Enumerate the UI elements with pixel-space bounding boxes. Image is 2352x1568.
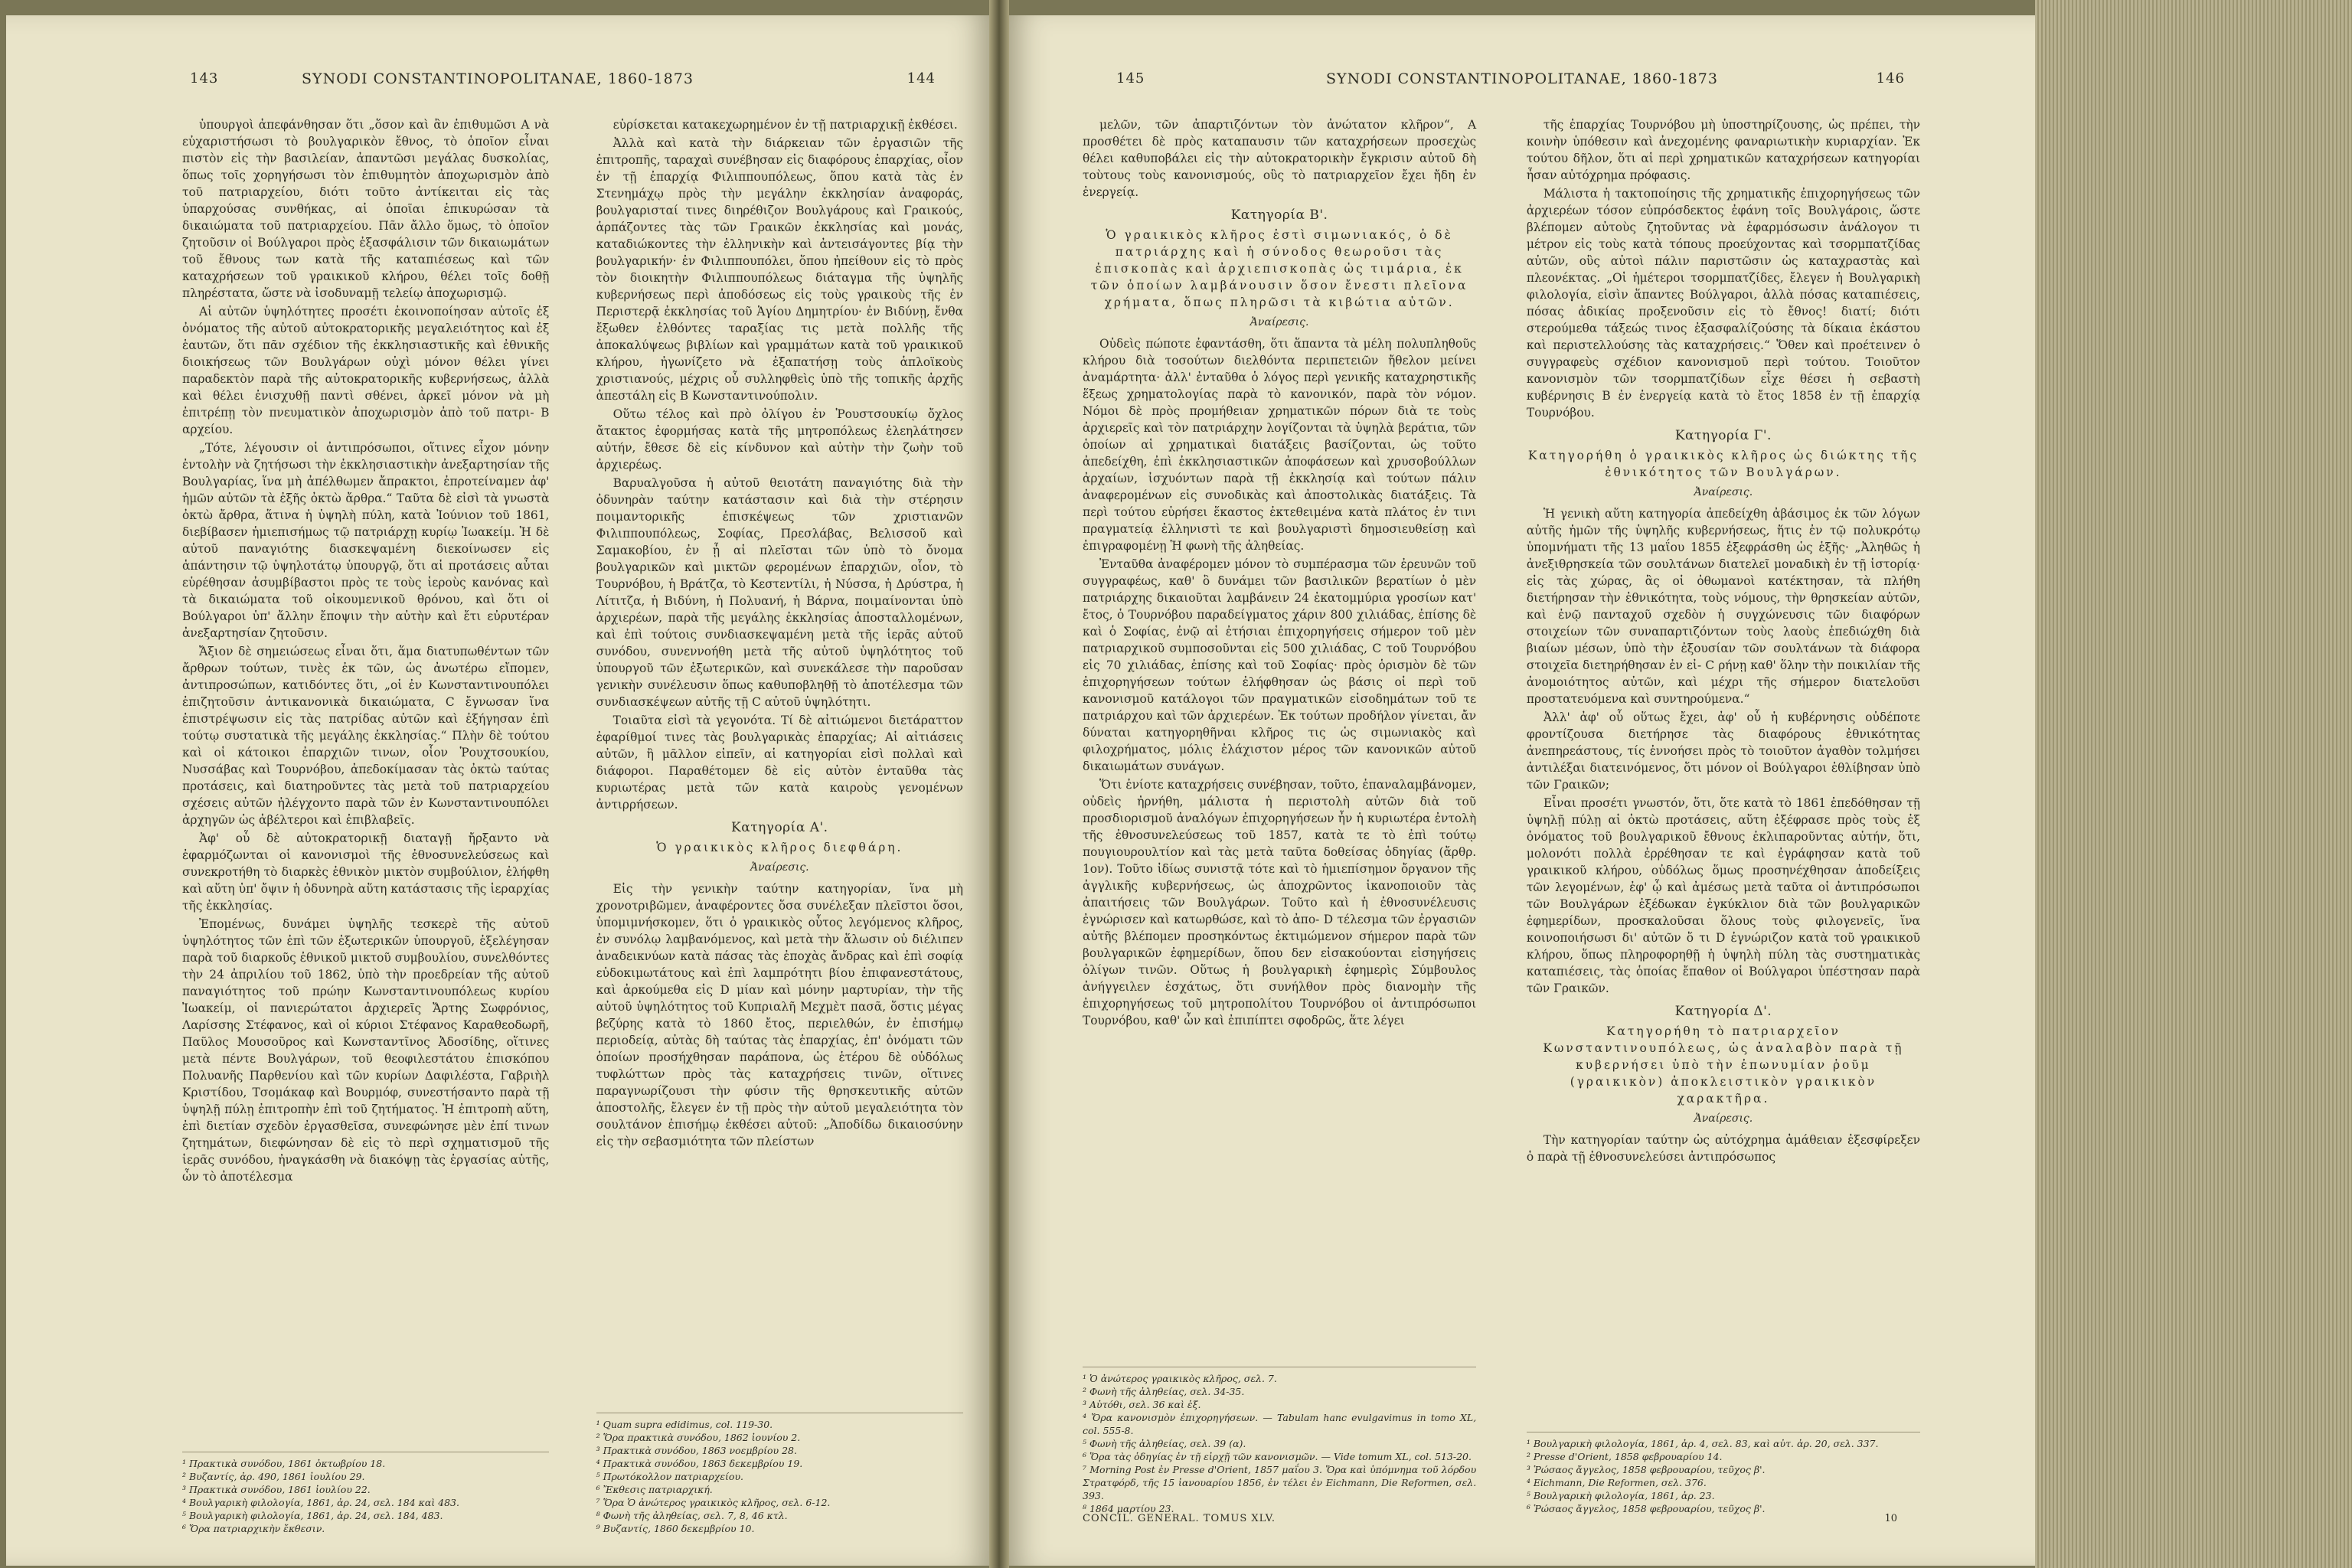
section-heading-c: Κατηγορία Γ'.: [1674, 428, 1772, 443]
paragraph: Ἀφ' οὗ δὲ αὐτοκρατορικῇ διαταγῇ ἤρξαντο νὰ ἐφαρμόζωνται οἱ κανονισμοὶ τῆς ἐθνοσυνελεύσεως καὶ συνεκροτήθη τὸ διαρκὲς ἐθνικὸν μικτὸν συμβούλιον, ἐλήφθη καὶ αὕτη ὑπ' ὄψιν ἡ ὀδυνηρὰ αὕτη κατάστασις τῆς ἱεραρχίας τῆς ἐκκλησίας.: [182, 831, 550, 913]
paragraph: Τοιαῦτα εἰσὶ τὰ γεγονότα. Τί δὲ αἰτιώμενοι διετάραττον ἐφαρίθμοί τινες τὰς βουλγαρικὰς ἐπαρχίας; Αἱ αἰτιάσεις αὐτῶν, ἢ μᾶλλον εἰπεῖν, αἱ κατηγορίαι εἰσὶ πολλαὶ καὶ διάφοροι. Παραθέτομεν δὲ εἰς αὐτὸν ἐνταῦθα τὰς κυριωτέρας μετὰ τῶν κατὰ καιροὺς γενομένων ἀντιρρήσεων.: [596, 714, 963, 812]
paragraph: εὑρίσκεται κατακεχωρημένον ἐν τῇ πατριαρχικῇ ἐκθέσει.: [612, 118, 958, 132]
paragraph: Οὐδεὶς πώποτε ἐφαντάσθη, ὅτι ἅπαντα τὰ μέλη πολυπληθοῦς κλήρου διὰ τοσούτων διελθόντα περιπετειῶν ἤθελον μείνει ἀναμάρτητα· ἀλλ' ἐνταῦθα ὁ λόγος περὶ γενικῆς καταχρηστικῆς ἕξεως χρηματολογίας παρὰ τὸ κανονικόν, παρὰ τὸν νόμον. Νόμοι δὲ πρὸς προμήθειαν χρηματικῶν πόρων διὰ τε τοὺς ἀρχιερεῖς καὶ τὸν πατριάρχην λογίζονται τὰ ὑψηλὰ βεράτια, τῶν ὁποίων αἱ χρηματικαὶ διατάξεις βασίζονται, ὡς τοῦτο ἀπεδείχθη, ἐπὶ ἐκκλησιαστικῶν ἀποφάσεων καὶ χρυσοβούλλων ἀρχαίων, ἰσχυόντων παρὰ τῇ ἐκκλησίᾳ καὶ τούτων πάλιν ἀναφερομένων εἰς συνοδικὰς καὶ ἀποστολικὰς διατάξεις. Τὰ περὶ τούτου εὑρήσει ἕκαστος ἐκτεθειμένα κατὰ πλάτος ἐν τινι πραγματείᾳ ἑλληνιστὶ τε καὶ βουλγαριστὶ δημοσιευθείσῃ καὶ ἐπιγραφομένῃ Ἡ φωνὴ τῆς ἀληθείας.: [1083, 337, 1477, 553]
footnote: ⁷ Ὅρα Ὁ ἀνώτερος γραικικὸς κλῆρος, σελ. 6-12.: [596, 1497, 831, 1508]
accusation-d: Κατηγορήθη τὸ πατριαρχεῖον Κωνσταντινουπόλεως, ὡς ἀναλαβὸν παρὰ τῇ κυβερνήσει ὑπὸ τὴν ἐπωνυμίαν ῥοῦμ (γραικικὸν) ἀποκλειστικὸν γραικικὸν χαρακτῆρα.: [1543, 1024, 1904, 1106]
footnote: ¹ Ὁ ἀνώτερος γραικικὸς κλῆρος, σελ. 7.: [1083, 1373, 1277, 1384]
section-heading-a: Κατηγορία Α'.: [731, 820, 828, 835]
running-head-right: [1032, 70, 2012, 101]
paragraph: Ὅτι ἐνίοτε καταχρήσεις συνέβησαν, τοῦτο, ἐπαναλαμβάνομεν, οὐδεὶς ἠρνήθη, μάλιστα ἡ περιστολὴ αὐτῶν διὰ τοῦ προσδιορισμοῦ ἀναλόγων ἐπιχορηγήσεων ἦν ἡ κυριωτέρα ἐντολὴ τῆς ἐθνοσυνελεύσεως τοῦ 1857, κατὰ τε τὸ ἐπὶ τούτῳ πουγιουρουλτίον καὶ τὰς μετὰ ταῦτα δοθείσας ὁδηγίας (ἄρθρ. 1ον). Τοῦτο ἰδίως συνιστᾷ τότε καὶ τὸ ἡμιεπίσημον ὄργανον τῆς ἀγγλικῆς κυβερνήσεως, ὡς ἀποχρῶντος ἱκανοποιοῦν τὰς ἀπαιτήσεις τῶν Βουλγάρων. Τοῦτο καὶ ἡ ἐθνοσυνέλευσις ἐγνώρισεν καὶ κατωρθώσε, καὶ τὸ ἀπο- D τέλεσμα τῶν ἐργασιῶν αὐτῆς βλέπομεν προσηκόντως ἐκτιμώμενον σήμερον παρὰ τῶν βουλγαρικῶν ἐφημερίδων, ὅπου δεν εἰσακούονται εἰσηγήσεις ὀλίγων τινῶν. Οὕτως ἡ βουλγαρικὴ ἐφημερὶς Σύμβουλος ἀνήγγειλεν ἐσχάτως, ὅτι συνήλθον πρὸς διανομὴν τῆς ἐπιχορηγήσεως τοῦ μητροπολίτου Τουρνόβου οἱ ἀντιπρόσωποι Τουρνόβου, καθ' ὧν καὶ ἐπιπίπτει σφοδρῶς, ἅτε λέγει: [1083, 778, 1477, 1027]
footnotes-144: [596, 1413, 963, 1535]
paragraph: Ἐπομένως, δυνάμει ὑψηλῆς τεσκερὲ τῆς αὐτοῦ ὑψηλότητος τῶν ἐπὶ τῶν ἐξωτερικῶν ὑπουργοῦ, ἐξελέγησαν παρὰ τοῦ διαρκοῦς ἐθνικοῦ μικτοῦ συμβουλίου, συνελθόντες τὴν 24 ἀπριλίου τοῦ 1862, ὑπὸ τὴν προεδρείαν τῆς αὐτοῦ παναγιότητος τοῦ πρώην Κωνσταντινουπόλεως κυρίου Ἰωακείμ, οἱ πανιερώτατοι ἀρχιερεῖς Ἄρτης Σωφρόνιος, Λαρίσσης Στέφανος, καὶ οἱ κύριοι Στέφανος Καραθεοδωρῆ, Παῦλος Μουσοῦρος καὶ Κωνσταντῖνος Ἀδοσίδης, οἵτινες μετὰ πέντε Βουλγάρων, τοῦ θεοφιλεστάτου ἐπισκόπου Πολυανῆς Παρθενίου καὶ τῶν κυρίων Δαφιλέστα, Γαβριὴλ Κριστίδου, Τσομάκαφ καὶ Βουρμόφ, συνεστήσαντο παρὰ τῇ ὑψηλῇ πύλῃ ἐπιτροπὴν ἐπὶ τοῦ ζητήματος. Ἡ ἐπιτροπὴ αὕτη, ἐπὶ διετίαν σχεδὸν ἐργασθεῖσα, συνεφώνησε μὲν ἐπί τινων ζητημάτων, διεφώνησαν δὲ εἰς τὸ περὶ σχηματισμοῦ τῆς ἱερᾶς συνόδου, ἠναγκάσθη νὰ διακόψῃ τὰς ἐργασίας αὐτῆς, ὧν τὸ ἀποτέλεσμα: [182, 917, 550, 1184]
left-page: [6, 15, 989, 1566]
paragraph: Ἐνταῦθα ἀναφέρομεν μόνον τὸ συμπέρασμα τῶν ἐρευνῶν τοῦ συγγραφέως, καθ' ὃ δυνάμει τῶν βασιλικῶν βερατίων ὁ μὲν πατριάρχης δικαιοῦται λαμβάνειν 24 ἑκατομμύρια γροσίων κατ' ἔτος, ὁ Τουρνόβου παραδείγματος χάριν 800 χιλιάδας, ἐπίσης δὲ καὶ ὁ Σοφίας, ἐνῷ αἱ ἐτήσιαι ἐπιχορηγήσεις σήμερον τοῦ μὲν πατριαρχικοῦ συμποσοῦνται εἰς 500 χιλιάδας, C τοῦ Τουρνόβου εἰς 70 χιλιάδας, ἐπίσης καὶ τοῦ Σοφίας· πρὸς ὁρισμὸν δὲ τῶν ἐπιχορηγήσεων τούτων ἐλήφθησαν ὡς βάσις οἱ περὶ τοῦ κανονισμοῦ κατάλογοι τῶν πραγματικῶν εἰσοδημάτων τοῦ τε πατριάρχου καὶ τῶν ἀρχιερέων. Ἐκ τούτων προδήλον γίνεται, ἄν δύναται κατηγορηθῆναι κλῆρος τις ὡς σιμωνιακὸς καὶ φιλοχρήματος, μόλις ἐλάχιστον μέρος τῶν κανονικῶν αὐτοῦ δικαιωμάτων συνάγων.: [1083, 557, 1477, 773]
footnotes-143: [182, 1452, 549, 1535]
footnote: ⁶ Ὅρα πατριαρχικὴν ἔκθεσιν.: [182, 1523, 325, 1534]
running-title: SYNODI CONSTANTINOPOLITANAE, 1860-1873: [302, 70, 694, 87]
accusation-b: Ὁ γραικικὸς κλῆρος ἐστὶ σιμωνιακός, ὁ δὲ πατριάρχης καὶ ἡ σύνοδος θεωροῦσι τὰς ἐπισκοπὰς καὶ ἀρχιεπισκοπὰς ὡς τιμάρια, ἐκ τῶν ὁποίων λαμβάνουσιν ὅσον ἔνεστι πλεῖονα χρήματα, ὅπως πληρῶσι τὰ κιβώτια αὐτῶν.: [1090, 228, 1468, 309]
footnote: ⁶ Ἔκθεσις πατριαρχική.: [596, 1484, 713, 1495]
footnote: ⁴ Βουλγαρικὴ φιλολογία, 1861, ἀρ. 24, σελ. 184 καὶ 483.: [182, 1497, 459, 1508]
paragraph: τῆς ἐπαρχίας Τουρνόβου μὴ ὑποστηρίζουσης, ὡς πρέπει, τὴν κοινὴν ὑπόθεσιν καὶ ἀνεχομένης φαναριωτικὴν κυριαρχίαν. Ἐκ τούτου δῆλον, ὅτι αἱ περὶ χρηματικῶν καταχρήσεων κατηγορίαι ἦσαν αὐτόχρημα πρόφασις.: [1526, 118, 1920, 182]
footnote: ³ Πρακτικὰ συνόδου, 1863 νοεμβρίου 28.: [596, 1445, 797, 1456]
footnote: ¹ Βουλγαρικὴ φιλολογία, 1861, ἀρ. 4, σελ. 83, καὶ αὐτ. ἀρ. 20, σελ. 337.: [1526, 1438, 1879, 1449]
footnotes-145: [1083, 1367, 1476, 1515]
paragraph: Βαρυαλγοῦσα ἡ αὐτοῦ θειοτάτη παναγιότης διὰ τὴν ὀδυνηρὰν ταύτην κατάστασιν καὶ διὰ τὴν στέρησιν ποιμαντορικῆς ἐπισκέψεως τῶν χριστιανῶν Φιλιππουπόλεως, Σοφίας, Πρεσλάβας, Βελισσοῦ καὶ Σαμακοβίου, ἐν ᾗ αἱ πλεῖσται τῶν ὑπὸ τὸ ὄνομα βουλγαρικῶν καὶ μικτῶν φερομένων ἐπαρχιῶν, οἷον, τὸ Τουρνόβου, ἡ Βράτζα, τὸ Κεστεντίλι, ἡ Νύσσα, ἡ Δρύστρα, ἡ Λίτιτζα, ἡ Βιδύνη, ἡ Πολυανή, ἡ Βάρνα, ποιμαίνονται ὑπὸ ἀρχιερέων, παρὰ τῆς μεγάλης ἐκκλησίας ἀποσταλλομένων, καὶ ἐπὶ τούτοις συνδιασκεψαμένη μετὰ τῆς ἱερᾶς αὐτοῦ συνόδου, συνεννοήθη μετὰ τῆς αὐτοῦ ὑψηλότητος τοῦ ὑπουργοῦ τῶν ἐξωτερικῶν, καὶ συνεκάλεσε τὴν παροῦσαν γενικὴν συνέλευσιν ὅπως καθυποβληθῇ τὸ ἀποτέλεσμα τῶν συνδιασκέψεων αὐτῆς τῇ C αὐτοῦ ὑψηλότητι.: [596, 476, 963, 709]
footnote: ⁵ Βουλγαρικὴ φιλολογία, 1861, ἀρ. 23.: [1526, 1490, 1715, 1501]
footnotes-146: [1527, 1432, 1920, 1515]
footnote: ⁷ Morning Post ἐν Presse d'Orient, 1857 μαΐου 3. Ὅρα καὶ ὑπόμνημα τοῦ λόρδου Στρατφόρδ, τῆς 15 ἰανουαρίου 1856, ἐν τέλει ἐν Eichmann, Die Reformen, σελ. 393.: [1083, 1464, 1477, 1501]
footnote: ⁹ Βυζαντίς, 1860 δεκεμβρίου 10.: [596, 1523, 755, 1534]
paragraph: Ἄξιον δὲ σημειώσεως εἶναι ὅτι, ἅμα διατυπωθέντων τῶν ἄρθρων τούτων, τινὲς ἐκ τῶν, ὡς ἀνωτέρω εἴπομεν, ἀντιπροσώπων, κατιδόντες ὅτι, „οἱ ἐν Κωνσταντινουπόλει ἐπιζητοῦσιν ἀντικανονικὰ δικαιώματα, C ἔγνωσαν ἵνα ἐπιστρέψωσιν εἰς τὰς πατρίδας αὐτῶν καὶ ἐξήγησαν ἐπὶ τούτῳ συστατικὰ τῆς μεγάλης ἐκκλησίας.“ Πλὴν δὲ τούτου καὶ οἱ κάτοικοι ἐπαρχιῶν τινων, οἷον Ῥουχτσουκίου, Νυσσάβας καὶ Τουρνόβου, ἀπεδοκίμασαν τὰς ὀκτὼ ταύτας προτάσεις, καὶ διατηροῦντες τὰς μετὰ τοῦ πατριαρχείου σχέσεις αὐτῶν ἠλέγχοντο παρὰ τῶν ἐν Κωνσταντινουπόλει ἀρχηγῶν ὡς ἀβέλτεροι καὶ ἐπιβλαβεῖς.: [182, 645, 550, 827]
footnote: ⁴ Ὅρα κανονισμὸν ἐπιχορηγήσεων. — Tabulam hanc evulgavimus in tomo XL, col. 555-8.: [1083, 1412, 1477, 1436]
right-page: [1009, 15, 2035, 1566]
paragraph: Εἰς τὴν γενικὴν ταύτην κατηγορίαν, ἵνα μὴ χρονοτριβῶμεν, ἀναφέροντες ὅσα συνέλεξαν πλεῖστοι ὅσοι, ὑπομιμνήσκομεν, ὅτι ὁ γραικικὸς οὗτος λεγόμενος κλῆρος, ἐν συνόλῳ λαμβανόμενος, καὶ μετὰ τὴν ἅλωσιν οὐ διέλιπεν ἀναδεικνύων κατὰ πάσας τὰς ἐποχὰς ἄνδρας καὶ ἐπὶ σοφίᾳ εὐδοκιμωτάτους καὶ ἐπὶ λαμπρότητι βίου ἐπιφανεστάτους, καὶ ἀρκούμεθα εἰς D μίαν καὶ μόνην μαρτυρίαν, τὴν τῆς αὐτοῦ ὑψηλότητος τοῦ Κυπριαλῆ Μεχμὲτ πασᾶ, ὅστις μέγας βεζύρης κατὰ τὸ 1860 ἔτος, περιελθών, ἐν ἐπισήμῳ περιοδείᾳ, αὐτὰς δὴ ταύτας τὰς ἐπαρχίας, ἐπ' ὀνόματι τῶν ὁποίων προσήχθησαν παράπονα, ὡς ἑτέρου δὲ οὐδόλως τυφλώττων πρὸς τὰς καταχρήσεις τινῶν, οἵτινες παραγνωρίζουσι τὴν φύσιν τῆς θρησκευτικῆς αὐτῶν ἀποστολῆς, ἔλεγεν ἐν τῇ πρὸς τὴν αὐτοῦ μεγαλειότητα τὸν σουλτάνον ἐπισήμῳ ἐκθέσει αὐτοῦ: „Ἀποδίδω δικαιοσύνην εἰς τὴν σεβασμιότητα τῶν πλείστων: [596, 882, 963, 1148]
page-number-146: 146: [1876, 70, 1905, 87]
refutation-label-b: Ἀναίρεσις.: [1250, 316, 1309, 328]
running-head-left: [29, 70, 966, 101]
footnote: ¹ Πρακτικὰ συνόδου, 1861 ὀκτωβρίου 18.: [182, 1458, 386, 1469]
paragraph: Εἶναι προσέτι γνωστόν, ὅτι, ὅτε κατὰ τὸ 1861 ἐπεδόθησαν τῇ ὑψηλῇ πύλῃ αἱ ὀκτὼ προτάσεις, αὕτη ἐξέφρασε πρὸς τοὺς ἐξ ὀνόματος τοῦ βουλγαρικοῦ ἔθνους ἐκλιπαροῦντας αὐτήν, ὅτι, μολονότι πολλὰ ἐρρέθησαν τε καὶ ἐγράφησαν κατὰ τοῦ γραικικοῦ κλήρου, οὐδόλως ὅμως προσηνέχθησαν ἀποδείξεις τῶν λεγομένων, ἐφ' ᾧ καὶ ἀμέσως μετὰ ταῦτα οἱ ἀντιπρόσωποι τῶν Βουλγάρων ἐξέδωκαν ἐγκύκλιον διὰ τῶν βουλγαρικῶν ἐφημερίδων, προσκαλοῦσαι ὅλους τοὺς φιλογενεῖς, ἵνα κοινοποιήσωσι δι' αὐτῶν ὅ τι D ἐγνώριζον κατὰ τοῦ γραικικοῦ κλήρου, ὅπως πληροφορηθῇ ἡ ὑψηλὴ πύλη τὰς συστηματικὰς καταπιέσεις, τὰς ὁποίας ἔπαθον οἱ Βούλγαροι ὑπέστησαν παρὰ τῶν Γραικῶν.: [1526, 796, 1920, 995]
page-edges: [2035, 0, 2352, 1568]
footnote: ⁸ Φωνὴ τῆς ἀληθείας, σελ. 7, 8, 46 κτλ.: [596, 1510, 788, 1521]
column-143: [182, 116, 549, 1535]
footnote: ⁵ Φωνὴ τῆς ἀληθείας, σελ. 39 (α).: [1083, 1438, 1246, 1449]
book-gutter: [989, 0, 1009, 1568]
footnote: ³ Αὐτόθι, σελ. 36 καὶ ἑξ.: [1083, 1399, 1201, 1410]
paragraph: Ἀλλ' ἀφ' οὗ οὕτως ἔχει, ἀφ' οὗ ἡ κυβέρνησις οὐδέποτε φροντίζουσα διετήρησε τὰς διαφόρους ἐθνικότητας ἀνεπηρεάστους, τίς ἐννοήσει πρὸς τὸ τοιοῦτον ἀγαθὸν τολμήσει ἀντιλέξαι διατεινόμενος, ὅτι μόνον οἱ Βούλγαροι ἐθλίβησαν ὑπὸ τῶν Γραικῶν;: [1526, 710, 1920, 792]
footnote: ² Φωνὴ τῆς ἀληθείας, σελ. 34-35.: [1083, 1386, 1245, 1397]
footnote: ³ Ῥώσαος ἄγγελος, 1858 φεβρουαρίου, τεῦχος β'.: [1526, 1464, 1766, 1475]
paragraph: Οὕτω τέλος καὶ πρὸ ὀλίγου ἐν Ῥουστσουκίῳ ὄχλος ἄτακτος ἐφορμήσας κατὰ τῆς μητροπόλεως ἐλεηλάτησεν αὐτήν, ἔθεσε δὲ εἰς κίνδυνον καὶ αὐτὴν τὴν ζωὴν τοῦ ἀρχιερέως.: [596, 407, 963, 472]
paragraph: „Τότε, λέγουσιν οἱ ἀντιπρόσωποι, οἵτινες εἶχον μόνην ἐντολὴν νὰ ζητήσωσι τὴν ἐκκλησιαστικὴν ἀνεξαρτησίαν τῆς Βουλγαρίας, ἵνα μὴ ἀπέλθωμεν ἄπρακτοι, ἐπροτείναμεν ἀφ' ἡμῶν αὐτῶν τὰ ἐξῆς ὀκτὼ ἄρθρα.“ Ταῦτα δὲ εἰσὶ τὰ γνωστὰ ὀκτὼ ἄρθρα, ἅτινα ἡ ὑψηλὴ πύλη, κατὰ Ἰούνιον τοῦ 1861, διεβίβασεν ἡμιεπισήμως τῷ πατριάρχῃ κυρίῳ Ἰωακείμ. Ἡ δὲ αὐτοῦ παναγιότης διασκεψαμένη διεκοίνωσεν εἰς ἁπάντησιν τῷ ὑψηλοτάτῳ ὑπουργῷ, ὅτι αἱ προτάσεις αὗται εὑρέθησαν ἀσυμβίβαστοι πρὸς τε τοὺς ἱεροὺς κανόνας καὶ τὰ δικαιώματα τοῦ οἰκουμενικοῦ θρόνου, καὶ ὅτι οἱ Βούλγαροι ὑπ' ἄλλην ἔποψιν τὴν αὐτὴν καὶ ἔτι εὐρυτέραν ἀνεξαρτησίαν ζητοῦσιν.: [182, 441, 550, 640]
signature-number: 10: [1884, 1513, 1897, 1524]
section-heading-d: Κατηγορία Δ'.: [1674, 1004, 1772, 1019]
footnote: ⁴ Eichmann, Die Reformen, σελ. 376.: [1526, 1477, 1707, 1488]
footnote: ⁴ Πρακτικὰ συνόδου, 1863 δεκεμβρίου 19.: [596, 1458, 803, 1469]
footnote: ⁶ Ὅρα τὰς ὁδηγίας ἐν τῇ εἰρχῇ τῶν κανονισμῶν. — Vide tomum XL, col. 513-20.: [1083, 1451, 1472, 1462]
footnote: ⁸ 1864 μαρτίου 23.: [1083, 1503, 1174, 1514]
refutation-label-a: Ἀναίρεσις.: [750, 861, 809, 874]
section-heading-b: Κατηγορία Β'.: [1230, 207, 1328, 223]
accusation-a: Ὁ γραικικὸς κλῆρος διεφθάρη.: [656, 841, 903, 854]
footnote: ¹ Quam supra edidimus, col. 119-30.: [596, 1419, 773, 1430]
paragraph: Ἀλλὰ καὶ κατὰ τὴν διάρκειαν τῶν ἐργασιῶν τῆς ἐπιτροπῆς, ταραχαὶ συνέβησαν εἰς διαφόρους ἐπαρχίας, οἷον ἐν τῇ ἐπαρχίᾳ Φιλιππουπόλεως, ὅπου κατὰ τὰς ἐν Στενημάχῳ πρὸς τὴν μεγάλην ἐκκλησίαν ἀναφοράς, βουλγαρισταί τινες διηρέθιζον Βουλγάρους καὶ Γραικούς, ἁρπάζοντες τὰς τῶν Γραικῶν ἐκκλησίας καὶ μονάς, καταδιώκοντες τὴν ἑλληνικὴν καὶ ἀντεισάγοντες βίᾳ τὴν βουλγαρικήν· ἐν Φιλιππουπόλει, ὅπου ἠπείθουν εἰς τὸ πρὸς τὸν διοικητὴν Φιλιππουπόλεως διάταγμα τῆς ὑψηλῆς κυβερνήσεως περὶ ἀποδόσεως εἰς τοὺς γραικοὺς τῆς ἐν Περιστερᾷ ἐκκλησίας τοῦ Ἁγίου Δημητρίου· ἐν Βιδύνῃ, ἔνθα ἔξωθεν ἐλθόντες ταραξίας τις μετὰ πολλῆς τῆς ἀποκαλύψεως βιβλίων καὶ γραμμάτων κατὰ τοῦ γραικικοῦ κλήρου, ἠγωνίζετο νὰ ἐξαπατήσῃ τοὺς ἁπλοϊκοὺς χριστιανούς, μέχρις οὗ συλληφθεὶς ὑπὸ τῆς τοπικῆς ἀρχῆς ἀπεστάλη εἰς B Κωνσταντινούπολιν.: [596, 136, 963, 403]
refutation-label-d: Ἀναίρεσις.: [1694, 1112, 1753, 1125]
footnote: ³ Πρακτικὰ συνόδου, 1861 ἰουλίου 22.: [182, 1484, 371, 1495]
footnote: ⁶ Ῥώσαος ἄγγελος, 1858 φεβρουαρίου, τεῦχος β'.: [1526, 1503, 1766, 1514]
paragraph: Αἱ αὐτῶν ὑψηλότητες προσέτι ἐκοινοποίησαν αὐτοῖς ἐξ ὀνόματος τῆς αὐτοῦ αὐτοκρατορικῆς μεγαλειότητος καὶ ἐξ ἑαυτῶν, ὅτι πᾶν σχέδιον τῆς ἐκκλησιαστικῆς καὶ ἐθνικῆς διοικήσεως τῶν Βουλγάρων οὐχὶ μόνον θέλει γίνει παραδεκτὸν παρὰ τῆς αὐτοκρατορικῆς κυβερνήσεως, ἀλλὰ καὶ θέλει ἐνισχυθῇ παντὶ σθένει, ἀρκεῖ μόνον νὰ μὴ ἐπιτρέπῃ τὸν πνευματικὸν ἀποχωρισμὸν ἀπὸ τοῦ πατρι- B αρχείου.: [182, 305, 550, 436]
paragraph: Μάλιστα ἡ τακτοποίησις τῆς χρηματικῆς ἐπιχορηγήσεως τῶν ἀρχιερέων τόσον εὐπρόσδεκτος ἐφάνη τοῖς Βουλγάροις, ὥστε βλέπομεν αὐτοὺς ζητοῦντας νὰ ἐφαρμόσωσιν ἀνάλογον τι μέτρον εἰς τοὺς κατὰ τόπους προεύχοντας καὶ τσορμπατζίδας αὐτῶν, οὓς αὐτοὶ πάλιν παριστῶσιν ὡς καταχραστὰς καὶ πλεονέκτας. „Οἱ ἡμέτεροι τσορμπατζίδες, ἔλεγεν ἡ Βουλγαρικὴ φιλολογία, εἰσὶν ἅπαντες Βούλγαροι, ἀλλὰ πόσας καταπιέσεις, πόσας ἀδικίας προξενοῦσιν εἰς τὸ ἔθνος! διατί; διότι στερούμεθα τάξεώς τινος ἐξασφαλίζούσης τὰ δίκαια ἑκάστου καὶ περιστελλούσης τὰς καταχρήσεις.“ Ὅθεν καὶ προέτεινεν ὁ συγγραφεὺς σχέδιον κανονισμοῦ περὶ τούτου. Τοιοῦτον κανονισμὸν τῶν τσορμπατζίδων εἶχε θέσει ἡ σεβαστὴ κυβέρνησις B ἐν ἐνεργείᾳ κατὰ τὸ ἔτος 1858 ἐν τῇ ἐπαρχίᾳ Τουρνόβου.: [1526, 187, 1920, 420]
volume-signature: CONCIL. GENERAL. TOMUS XLV.: [1083, 1513, 1276, 1524]
footnote: ² Presse d'Orient, 1858 φεβρουαρίου 14.: [1526, 1451, 1723, 1462]
page-number-144: 144: [906, 70, 936, 87]
column-144: [596, 116, 963, 1535]
paragraph: Τὴν κατηγορίαν ταύτην ὡς αὐτόχρημα ἀμάθειαν ἐξεσφίρεξεν ὁ παρὰ τῇ ἐθνοσυνελεύσει ἀντιπρόσωπος: [1526, 1133, 1920, 1164]
page-number-145: 145: [1116, 70, 1145, 87]
column-146: [1527, 116, 1920, 1535]
paragraph: ὑπουργοὶ ἀπεφάνθησαν ὅτι „ὅσον καὶ ἂν ἐπιθυμῶσι A νὰ εὐχαριστήσωσι τὸ βουλγαρικὸν ἔθνος, τὸ ὁποῖον εἶναι πιστὸν εἰς τὴν βασιλείαν, ἀπαντῶσι μεγάλας δυσκολίας, ὅπως τοῖς χορηγήσωσι τὸν ἐπιθυμητὸν ἀποχωρισμὸν ἀπὸ τοῦ πατριαρχείου, διότι τοῦτο ἀντίκειται εἰς τὰς ὑπαρχούσας συνθήκας, αἱ ὁποῖαι ἐπικυρώσαν τὰ δικαιώματα τοῦ πατριαρχείου. Πᾶν ἄλλο ὅμως, τὸ ὁποῖον ζητοῦσιν οἱ Βούλγαροι πρὸς ἐξασφάλισιν τῶν δικαιωμάτων τοῦ ἔθνους των κατὰ τῆς καταπιέσεως καὶ τῶν καταχρήσεων τοῦ γραικικοῦ κλήρου, θέλει τοῖς δοθῇ πληρέστατα, ὥστε νὰ ἰσοδυναμῇ τελείῳ ἀποχωρισμῷ.: [182, 118, 550, 300]
column-145: [1083, 116, 1476, 1535]
footnote: ² Βυζαντίς, ἀρ. 490, 1861 ἰουλίου 29.: [182, 1471, 365, 1482]
footnote: ² Ὅρα πρακτικὰ συνόδου, 1862 ἰουνίου 2.: [596, 1432, 801, 1443]
footnote: ⁵ Πρωτόκολλον πατριαρχείου.: [596, 1471, 744, 1482]
running-title: SYNODI CONSTANTINOPOLITANAE, 1860-1873: [1326, 70, 1718, 87]
page-number-143: 143: [190, 70, 219, 87]
accusation-c: Κατηγορήθη ὁ γραικικὸς κλῆρος ὡς διώκτης τῆς ἐθνικότητος τῶν Βουλγάρων.: [1527, 449, 1919, 479]
footnote: ⁵ Βουλγαρικὴ φιλολογία, 1861, ἀρ. 24, σελ. 184, 483.: [182, 1510, 443, 1521]
refutation-label-c: Ἀναίρεσις.: [1694, 486, 1753, 498]
paragraph: Ἡ γενικὴ αὕτη κατηγορία ἀπεδείχθη ἀβάσιμος ἐκ τῶν λόγων αὐτῆς ἡμῶν τῆς ὑψηλῆς κυβερνήσεως, ἥτις ἐν τῷ πολυκρότῳ ὑπομνήματι τῆς 13 μαΐου 1855 ἐξεφράσθη ὡς ἑξῆς· „Ἀληθῶς ἡ ἀνεξιθρησκεία τῶν σουλτάνων διατελεῖ μοναδικὴ ἐν τῇ ἱστορίᾳ· εἰς τὰς χώρας, ἃς οἱ ὀθωμανοὶ κατέκτησαν, τὰ πλήθη διετήρησαν τὴν ἐθνικότητα, τοὺς νόμους, τὴν θρησκείαν αὐτῶν, καὶ ἐνῷ πανταχοῦ σχεδὸν ἡ συγχώνευσις τῶν διαφόρων στοιχείων τῶν συναπαρτιζόντων τοὺς λαοὺς ἐπεδιώχθη διὰ βιαίων μέσων, ὑπὸ τὴν ἐξουσίαν τῶν σουλτάνων τὰ διάφορα στοιχεῖα διετηρήθησαν ἐν εἰ- C ρήνῃ καθ' ὅλην τὴν ποικιλίαν τῆς ἀνομοιότητος αὐτῶν, καὶ μέχρι τῆς σήμερον διατελοῦσι προστατευόμενα καὶ συντηρούμενα.“: [1526, 507, 1920, 706]
paragraph: μελῶν, τῶν ἀπαρτιζόντων τὸν ἀνώτατον κλῆρον“, A προσθέτει δὲ πρὸς καταπαυσιν τῶν καταχρήσεων προσεχὼς θέλει καθυποβάλει εἰς τὴν αὐτοκρατορικὴν ἔγκρισιν αὐτοῦ δὴ τοὺτους τοὺς κανονισμούς, οὓς τὸ πατριαρχεῖον ἔχει ἤδη ἐν ἐνεργείᾳ.: [1083, 118, 1477, 199]
